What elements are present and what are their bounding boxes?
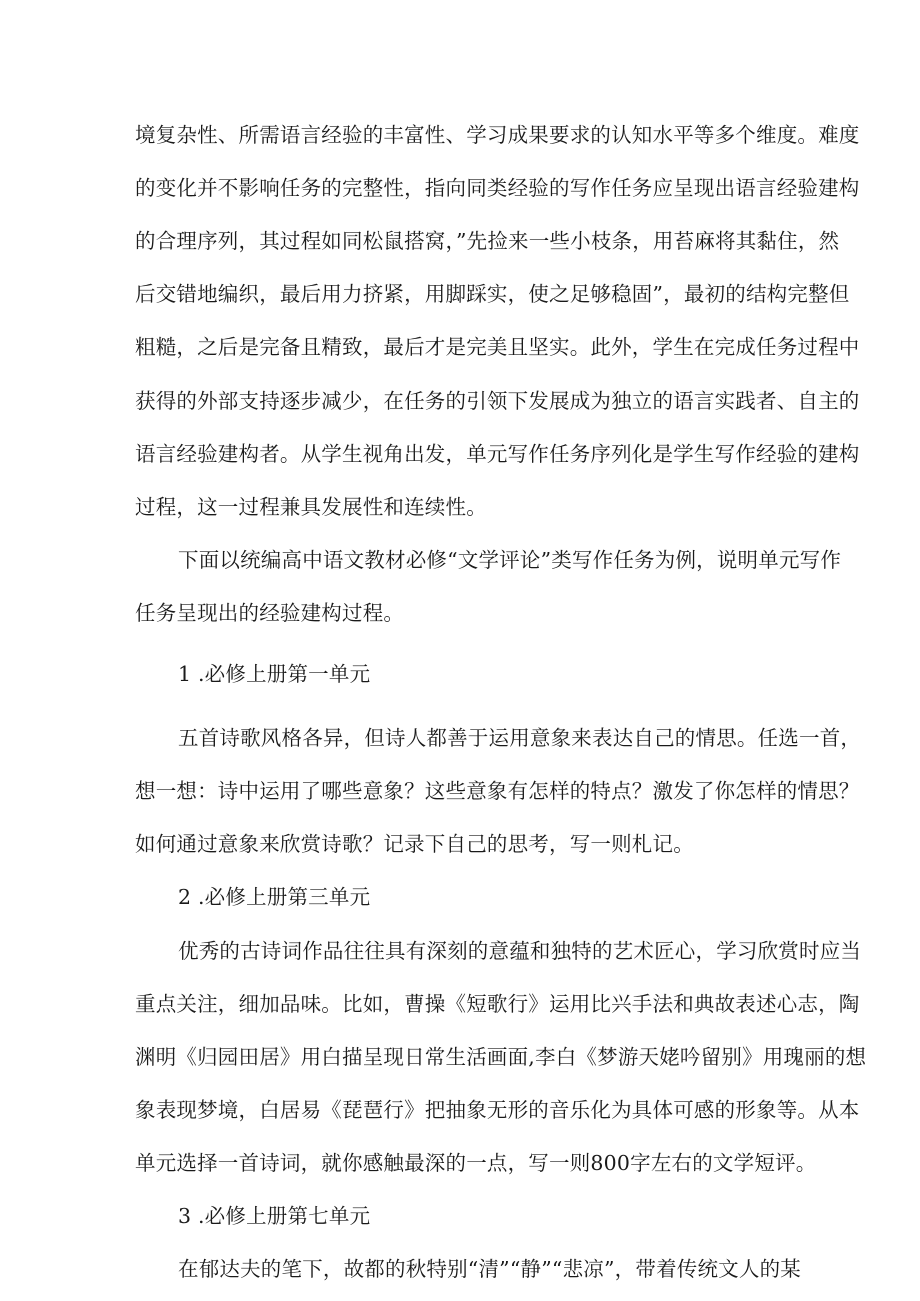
paragraph-4-line: 重点关注，细加品味。比如，曹操《短歌行》运用比兴手法和典故表述心志，陶: [135, 992, 860, 1016]
paragraph-2-line: 任务呈现出的经验建构过程。: [135, 601, 405, 625]
paragraph-1-line: 获得的外部支持逐步减少，在任务的引领下发展成为独立的语言实践者、自主的: [135, 389, 860, 413]
paragraph-1-line: 的合理序列，其过程如同松鼠搭窝，”先捡来一些小枝条，用苔麻将其黏住，然: [135, 229, 840, 253]
paragraph-4-line: 优秀的古诗词作品往往具有深刻的意蕴和独特的艺术匠心，学习欣赏时应当: [178, 939, 862, 963]
paragraph-1-line: 过程，这一过程兼具发展性和连续性。: [135, 495, 487, 519]
paragraph-1-line: 语言经验建构者。从学生视角出发，单元写作任务序列化是学生写作经验的建构: [135, 442, 860, 466]
paragraph-1-line: 境复杂性、所需语言经验的丰富性、学习成果要求的认知水平等多个维度。难度: [135, 123, 860, 147]
section-heading-1: 1 .必修上册第一单元: [178, 662, 371, 686]
paragraph-3-line: 想一想：诗中运用了哪些意象？这些意象有怎样的特点？激发了你怎样的情思？: [135, 779, 860, 803]
paragraph-1-line: 粗糙，之后是完备且精致，最后才是完美且坚实。此外，学生在完成任务过程中: [135, 335, 860, 359]
section-heading-2: 2 .必修上册第三单元: [178, 885, 371, 909]
paragraph-1-line: 后交错地编织，最后用力挤紧，用脚踩实，使之足够稳固”，最初的结构完整但: [135, 282, 850, 306]
section-heading-3: 3 .必修上册第七单元: [178, 1204, 371, 1228]
paragraph-3-line: 如何通过意象来欣赏诗歌？记录下自己的思考，写一则札记。: [135, 832, 694, 856]
paragraph-4-line: 渊明《归园田居》用白描呈现日常生活画面,李白《梦游天姥吟留别》用瑰丽的想: [135, 1045, 867, 1069]
paragraph-3-line: 五首诗歌风格各异，但诗人都善于运用意象来表达自己的情思。任选一首，: [178, 726, 862, 750]
paragraph-1-line: 的变化并不影响任务的完整性，指向同类经验的写作任务应呈现出语言经验建构: [135, 176, 860, 200]
paragraph-5-line: 在郁达夫的笔下，故都的秋特别“清”“静”“悲凉”，带着传统文人的某: [178, 1257, 801, 1281]
paragraph-2-line: 下面以统编高中语文教材必修“文学评论”类写作任务为例，说明单元写作: [178, 548, 842, 572]
paragraph-4-line: 象表现梦境，白居易《琵琶行》把抽象无形的音乐化为具体可感的形象等。从本: [135, 1098, 860, 1122]
paragraph-4-line: 单元选择一首诗词，就你感触最深的一点，写一则800字左右的文学短评。: [135, 1151, 817, 1175]
